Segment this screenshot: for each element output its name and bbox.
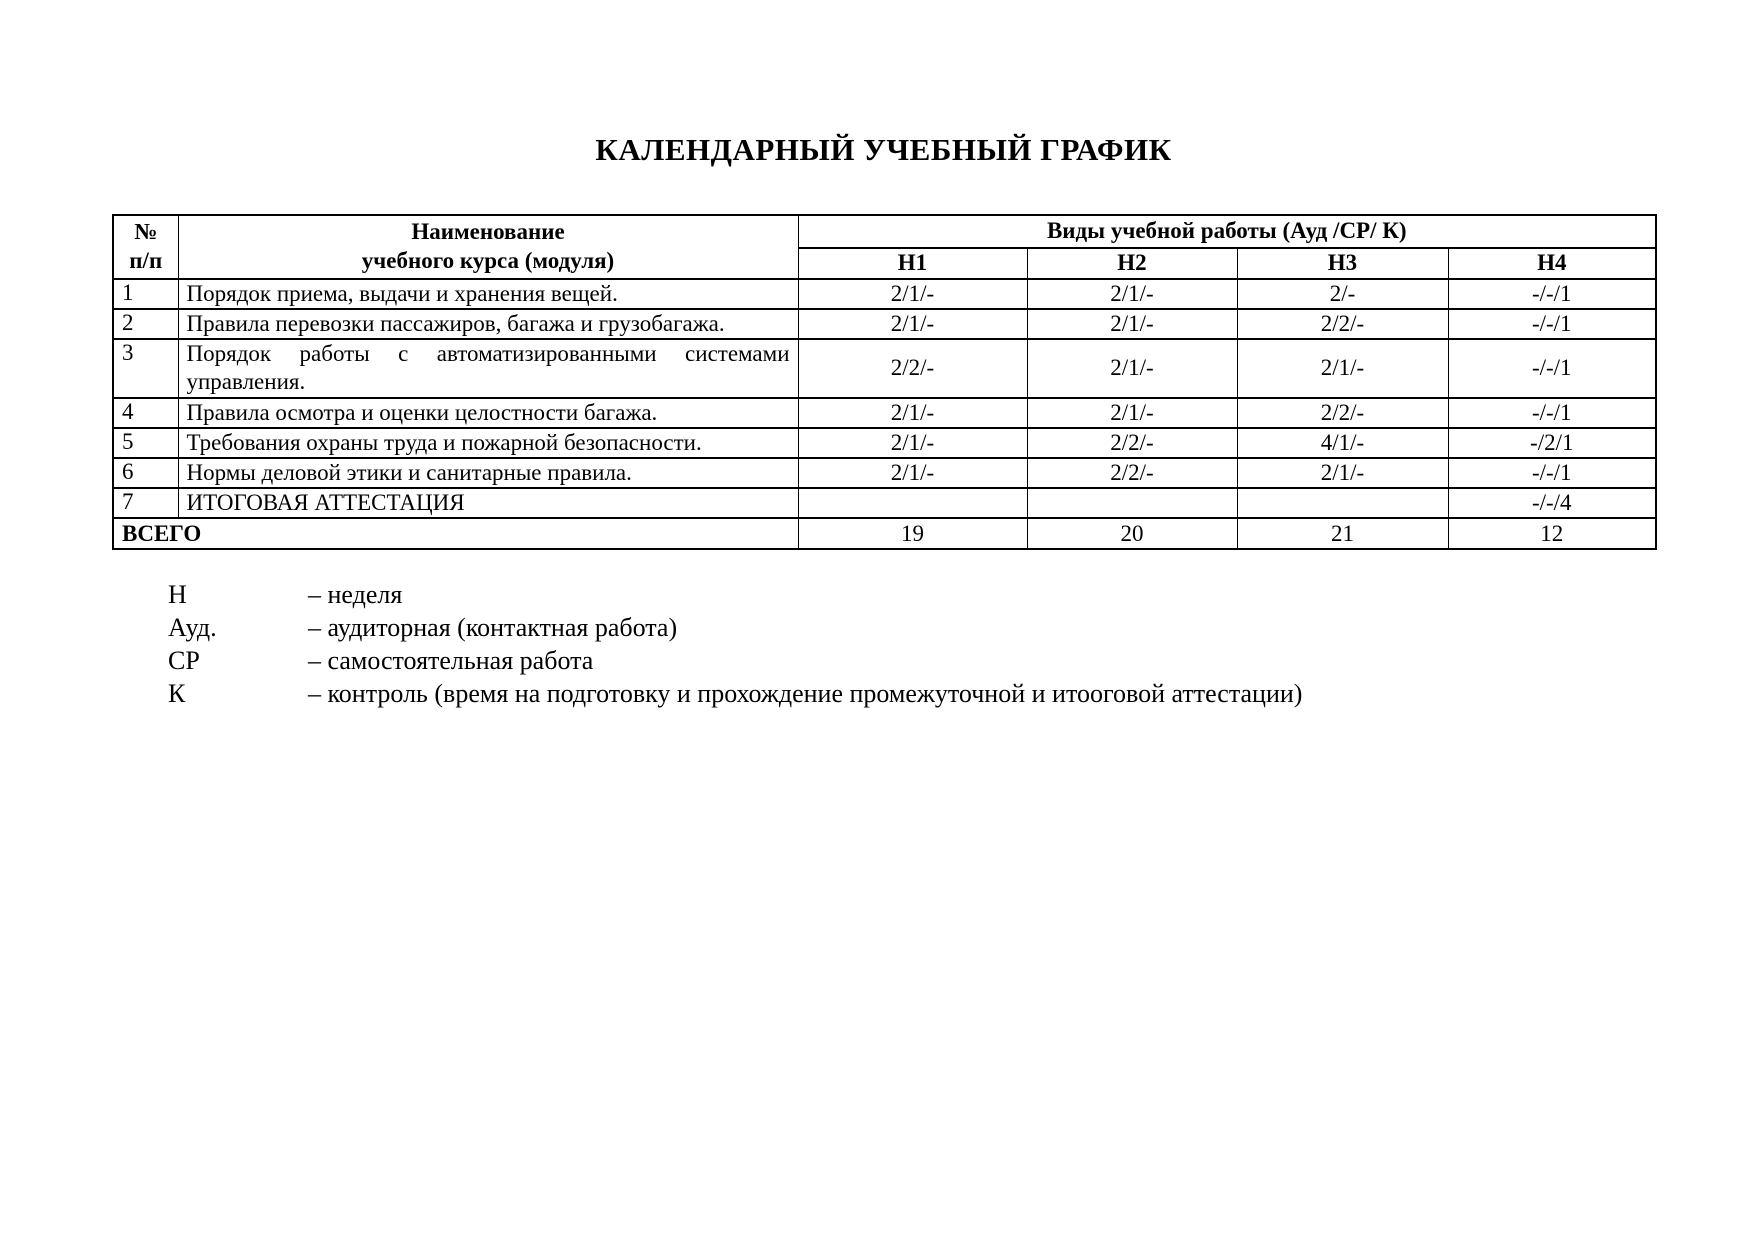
course-name: Правила осмотра и оценки целостности багажа.: [178, 398, 798, 428]
legend: [168, 578, 1302, 710]
week3-value: 2/1/-: [1237, 458, 1448, 488]
total-label: ВСЕГО: [113, 518, 798, 549]
week2-value: 2/1/-: [1027, 309, 1237, 339]
table-row: [113, 488, 1656, 518]
week2-value: 2/2/-: [1027, 428, 1237, 458]
legend-definition: – самостоятельная работа: [308, 646, 594, 675]
week1-value: 2/1/-: [798, 428, 1027, 458]
row-number: 5: [113, 428, 178, 458]
week4-value: -/-/4: [1448, 488, 1656, 518]
legend-term: Н: [168, 580, 187, 609]
course-name: ИТОГОВАЯ АТТЕСТАЦИЯ: [178, 488, 798, 518]
header-name-line2: учебного курса (модуля): [361, 247, 615, 273]
week1-value: 2/1/-: [798, 279, 1027, 309]
header-cell-week-1: Н1: [798, 248, 1027, 279]
total-week1: 19: [798, 518, 1027, 549]
week1-value: 2/1/-: [798, 458, 1027, 488]
week4-value: -/-/1: [1448, 398, 1656, 428]
row-number: 6: [113, 458, 178, 488]
row-number: 3: [113, 339, 178, 398]
table-row: [113, 428, 1656, 458]
legend-item: [168, 677, 1302, 710]
row-number: 2: [113, 309, 178, 339]
week4-value: -/2/1: [1448, 428, 1656, 458]
schedule-table: [112, 214, 1657, 550]
week3-value: 2/2/-: [1237, 309, 1448, 339]
week4-value: -/-/1: [1448, 279, 1656, 309]
legend-item: [168, 578, 1302, 611]
header-cell-name: [178, 215, 798, 279]
table-row: [113, 309, 1656, 339]
legend-term: К: [168, 679, 186, 708]
week2-value: 2/1/-: [1027, 279, 1237, 309]
header-cell-week-4: Н4: [1448, 248, 1656, 279]
legend-item: [168, 644, 1302, 677]
week3-value: 2/-: [1237, 279, 1448, 309]
total-week4: 12: [1448, 518, 1656, 549]
header-cell-worktypes: Виды учебной работы (Ауд /СР/ К): [798, 215, 1656, 248]
week4-value: -/-/1: [1448, 458, 1656, 488]
row-number: 7: [113, 488, 178, 518]
table-row: [113, 279, 1656, 309]
week1-value: 2/1/-: [798, 398, 1027, 428]
header-num-line1: №: [134, 219, 158, 245]
week3-value: [1237, 488, 1448, 518]
row-number: 4: [113, 398, 178, 428]
course-name: Правила перевозки пассажиров, багажа и грузобагажа.: [178, 309, 798, 339]
legend-definition: – аудиторная (контактная работа): [308, 613, 678, 642]
course-name: Порядок приема, выдачи и хранения вещей.: [178, 279, 798, 309]
header-row-group: [113, 215, 1656, 248]
header-name-line1: Наименование: [411, 219, 565, 245]
header-cell-week-2: Н2: [1027, 248, 1237, 279]
table-row: [113, 339, 1656, 398]
week4-value: -/-/1: [1448, 339, 1656, 398]
week2-value: [1027, 488, 1237, 518]
table-row: [113, 398, 1656, 428]
legend-item: [168, 611, 1302, 644]
week1-value: [798, 488, 1027, 518]
week1-value: 2/1/-: [798, 309, 1027, 339]
week3-value: 4/1/-: [1237, 428, 1448, 458]
page-title: КАЛЕНДАРНЫЙ УЧЕБНЫЙ ГРАФИК: [595, 132, 1172, 167]
legend-term: СР: [168, 646, 200, 675]
legend-term: Ауд.: [168, 613, 217, 642]
week3-value: 2/1/-: [1237, 339, 1448, 398]
total-week3: 21: [1237, 518, 1448, 549]
header-cell-week-3: Н3: [1237, 248, 1448, 279]
course-name: Порядок работы с автоматизированными системами управления.: [178, 339, 798, 398]
header-num-line2: п/п: [129, 247, 163, 273]
course-name: Требования охраны труда и пожарной безопасности.: [178, 428, 798, 458]
week4-value: -/-/1: [1448, 309, 1656, 339]
week2-value: 2/1/-: [1027, 398, 1237, 428]
week2-value: 2/2/-: [1027, 458, 1237, 488]
week3-value: 2/2/-: [1237, 398, 1448, 428]
legend-definition: – контроль (время на подготовку и прохождение промежуточной и итооговой аттестации): [308, 679, 1303, 708]
header-cell-num: [113, 215, 178, 279]
row-number: 1: [113, 279, 178, 309]
total-week2: 20: [1027, 518, 1237, 549]
total-row: [113, 518, 1656, 549]
week1-value: 2/2/-: [798, 339, 1027, 398]
week2-value: 2/1/-: [1027, 339, 1237, 398]
course-name: Нормы деловой этики и санитарные правила.: [178, 458, 798, 488]
legend-definition: – неделя: [308, 580, 403, 609]
table-row: [113, 458, 1656, 488]
